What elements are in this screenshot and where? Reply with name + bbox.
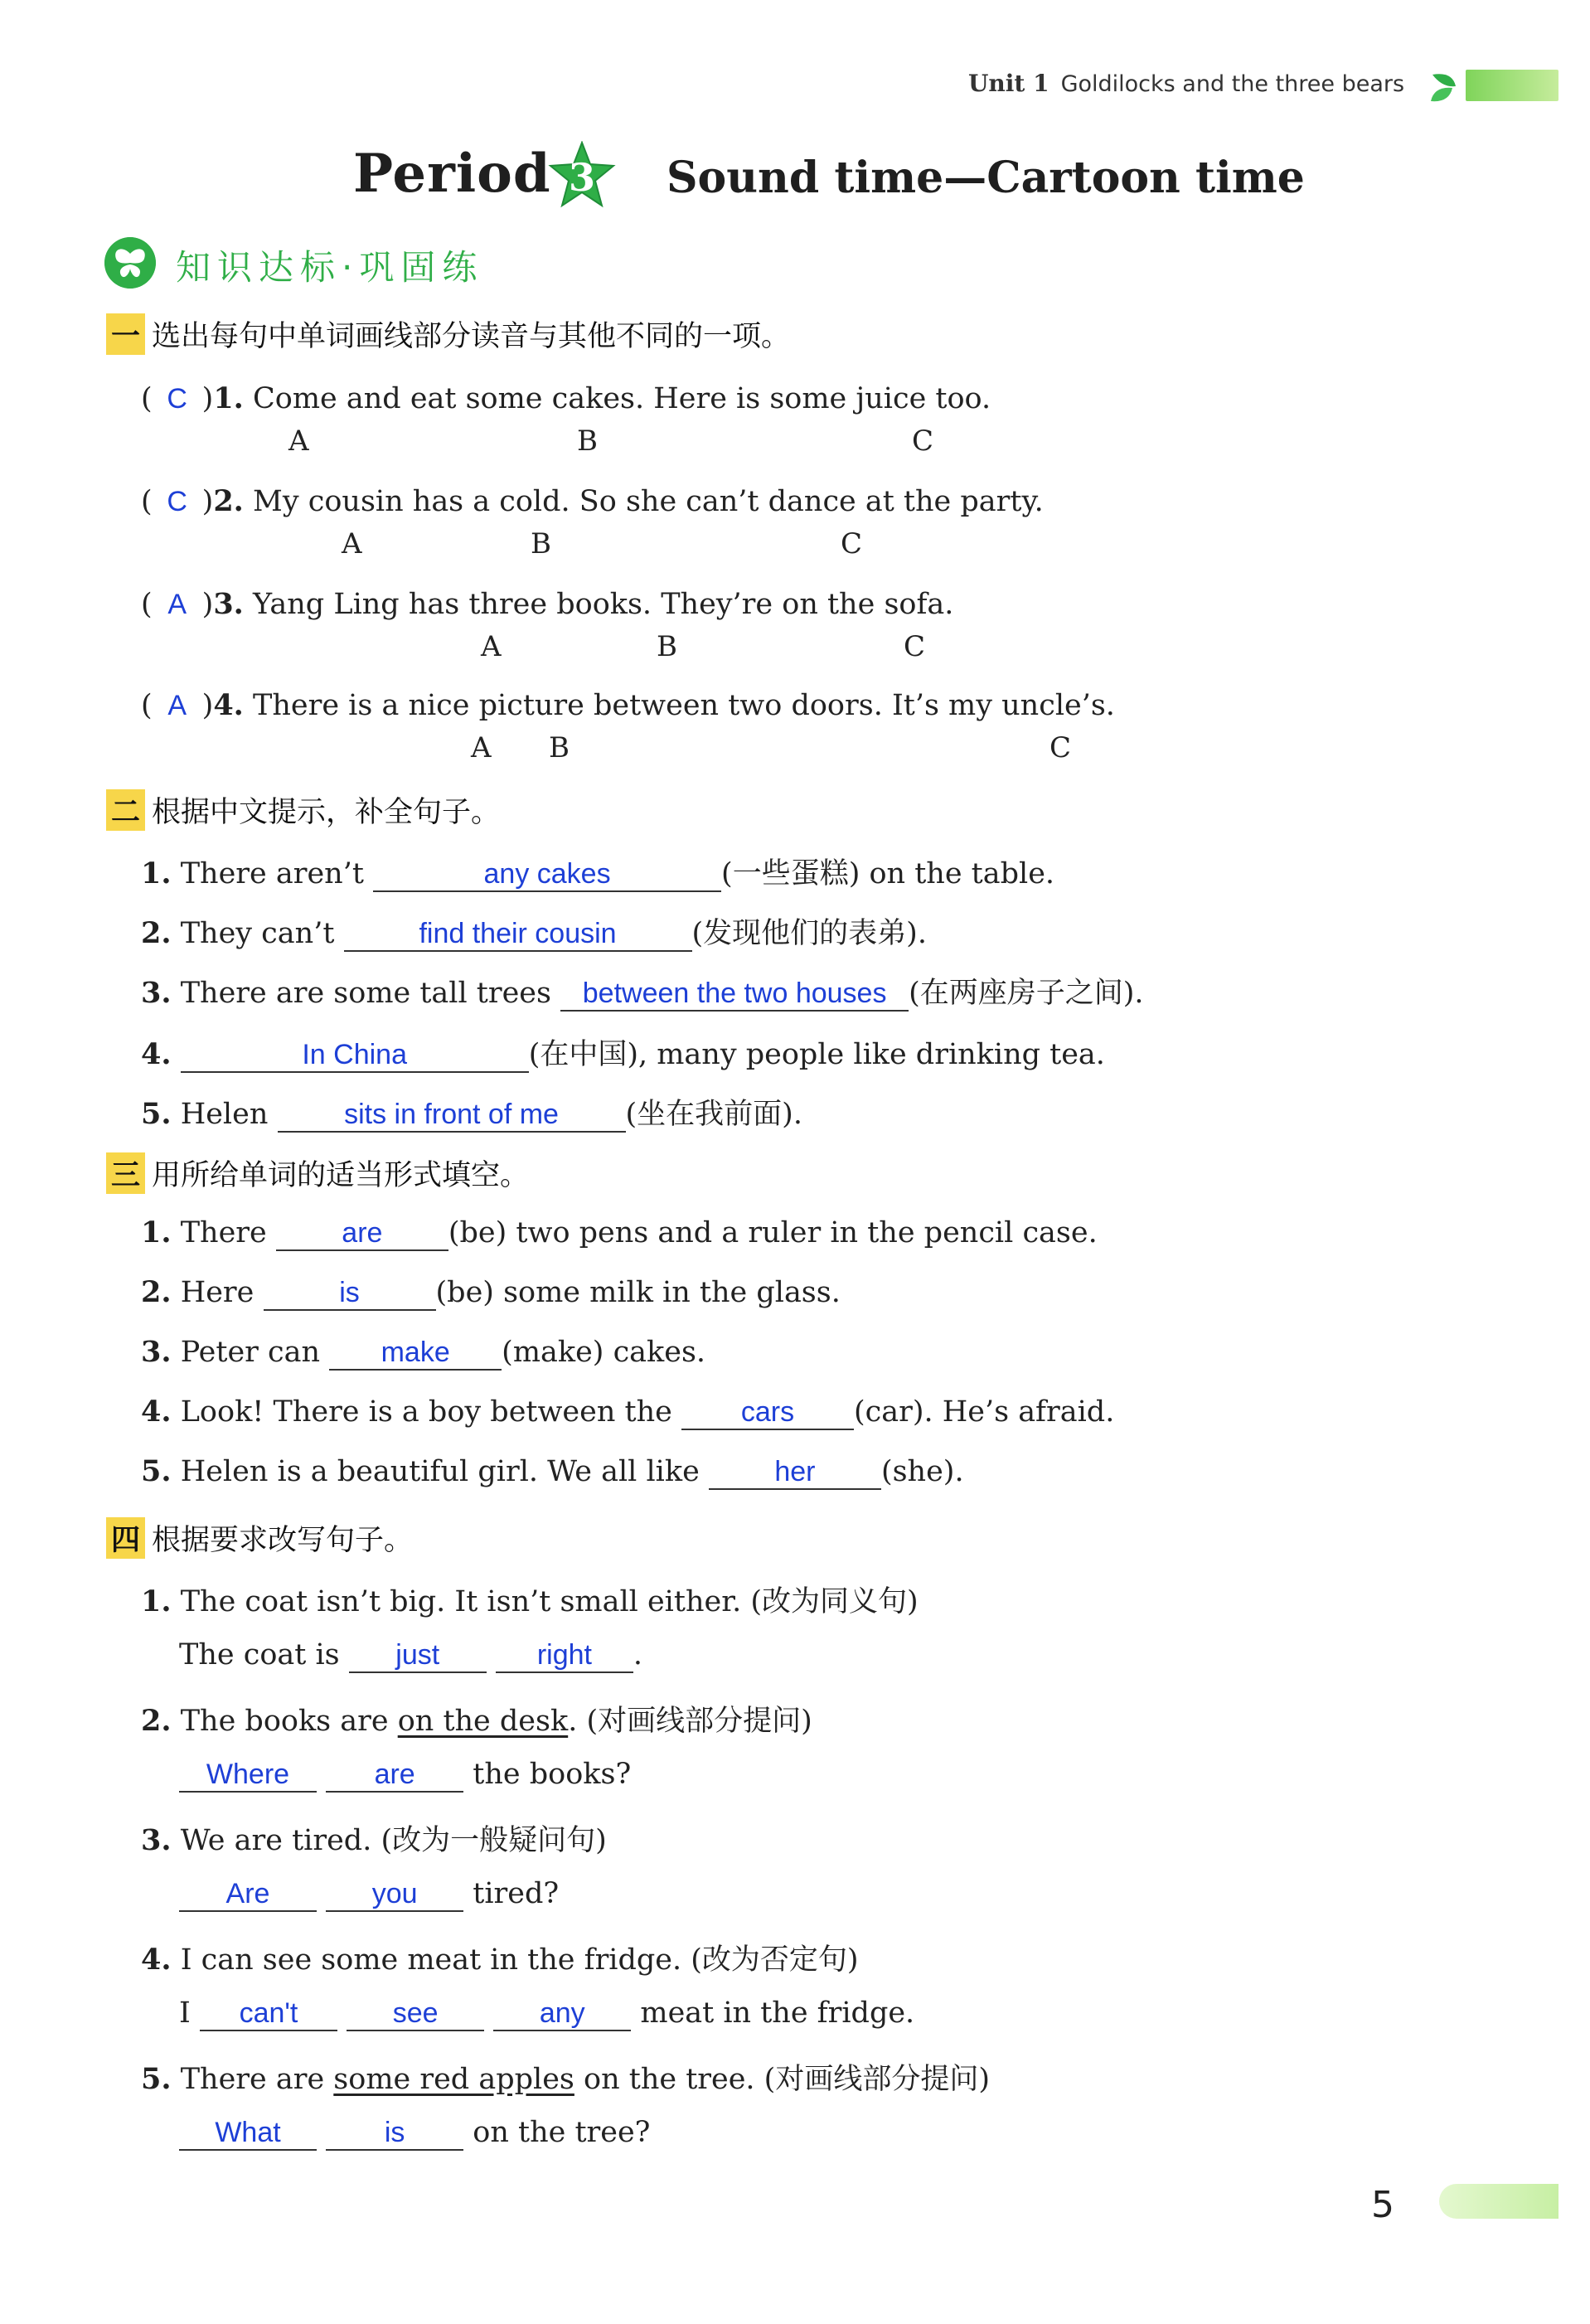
section-heading-1 (106, 313, 790, 355)
answer-blank: are (326, 1758, 463, 1793)
question-text: Here (180, 1276, 254, 1309)
answer-blank: right (496, 1638, 633, 1673)
question-number: 1. (141, 856, 172, 890)
leaf-icon (1428, 70, 1461, 106)
question-text: There aren’t (180, 857, 364, 890)
question-row: ( A )3. Yang Ling has three books. They’re on the sofa. (141, 587, 954, 621)
question-text: I can see some meat in the fridge. (改为否定句) (180, 1943, 859, 1977)
question-number: 2. (213, 484, 244, 518)
footer-accent-bar (1439, 2184, 1558, 2219)
question-row (141, 1579, 919, 1620)
question-number: 2. (141, 916, 172, 950)
answer-row (179, 1877, 559, 1912)
answer: C (167, 383, 187, 415)
question-text: . (对画线部分提问) (568, 1705, 812, 1738)
answer-suffix: on the tree? (473, 2116, 651, 2149)
answer-blank: find their cousin (344, 917, 692, 952)
option-label-c: C (1049, 731, 1072, 764)
question-number: 3. (141, 1823, 172, 1857)
question-text: (在中国), many people like drinking tea. (528, 1038, 1105, 1071)
section-heading-4 (106, 1517, 413, 1559)
question-text: (be) two pens and a ruler in the pencil case. (448, 1216, 1098, 1249)
section-heading-3 (106, 1152, 529, 1194)
question-text: Helen (180, 1098, 269, 1131)
page-header (968, 70, 1404, 97)
answer-row (179, 1997, 914, 2031)
question-text: (make) cakes. (502, 1336, 706, 1369)
answer-prefix: The coat is (179, 1638, 340, 1671)
underlined-text: some red apples (333, 2063, 574, 2096)
page-number: 5 (1371, 2184, 1394, 2226)
question-number: 5. (141, 1454, 172, 1488)
question-number: 1. (141, 1584, 172, 1618)
answer-suffix: meat in the fridge. (640, 1997, 915, 2030)
butterfly-icon (104, 237, 156, 289)
answer-blank: just (349, 1638, 487, 1673)
answer-blank: between the two houses (560, 977, 909, 1012)
answer-blank: her (709, 1455, 881, 1490)
answer: A (167, 589, 187, 620)
question-text: (一些蛋糕) on the table. (721, 857, 1055, 890)
question-text: There are (180, 2063, 334, 2096)
answer-blank: make (329, 1336, 502, 1371)
question-row: ( A )4. There is a nice picture between two doors. It’s my uncle’s. (141, 688, 1115, 722)
question-row (141, 1817, 607, 1859)
question-row: ( C )1. Come and eat some cakes. Here is some juice too. (141, 381, 991, 415)
answer-suffix: . (633, 1638, 643, 1671)
question-text: Peter can (180, 1336, 321, 1369)
period-number: 3 (568, 155, 596, 200)
option-label-c: C (841, 527, 863, 560)
header-accent-bar (1466, 70, 1558, 101)
answer-row (179, 1758, 631, 1793)
question-number: 4. (141, 1037, 172, 1071)
answer-blank: see (347, 1997, 484, 2031)
answer-blank: you (326, 1877, 463, 1912)
section-number: 二 (106, 789, 145, 831)
question-row (141, 2056, 990, 2098)
question-number: 3. (141, 1335, 172, 1369)
question-text: (be) some milk in the glass. (435, 1276, 841, 1309)
answer-blank: are (276, 1216, 448, 1251)
section-title: 用所给单词的适当形式填空。 (152, 1159, 530, 1192)
section-number: 四 (106, 1517, 145, 1559)
unit-title: Goldilocks and the three bears (1060, 71, 1405, 97)
question-row (141, 1335, 705, 1371)
question-row (141, 910, 927, 952)
option-label-b: B (549, 731, 570, 764)
question-number: 2. (141, 1275, 172, 1309)
answer: A (167, 690, 187, 721)
question-text: There are some tall trees (180, 977, 551, 1010)
question-number: 3. (141, 976, 172, 1010)
answer-suffix: tired? (473, 1877, 560, 1910)
answer-blank: is (326, 2116, 463, 2151)
question-text: (car). He’s afraid. (853, 1395, 1115, 1429)
answer-blank: Where (179, 1758, 317, 1793)
question-number: 1. (213, 381, 244, 415)
question-row (141, 1698, 812, 1739)
question-text: Look! There is a boy between the (180, 1395, 672, 1429)
question-number: 4. (213, 688, 244, 722)
question-text: Yang Ling has three books. They’re on the sofa. (253, 588, 954, 621)
question-number: 5. (141, 1097, 172, 1131)
answer-blank: can't (200, 1997, 337, 2031)
question-text: (发现他们的表弟). (691, 917, 927, 950)
question-row (141, 851, 1054, 892)
option-label-a: A (471, 731, 492, 764)
option-label-a: A (342, 527, 362, 560)
answer-row (179, 2116, 650, 2151)
section-number: 一 (106, 313, 145, 355)
answer-blank: In China (181, 1038, 529, 1073)
answer-suffix: the books? (473, 1758, 632, 1791)
section-title: 选出每句中单词画线部分读音与其他不同的一项。 (152, 320, 791, 353)
lesson-subtitle: Sound time—Cartoon time (667, 153, 1305, 203)
question-row (141, 1454, 964, 1490)
question-row: ( C )2. My cousin has a cold. So she can’t dance at the party. (141, 484, 1044, 518)
question-number: 1. (141, 1215, 172, 1249)
option-label-b: B (657, 630, 677, 663)
option-label-a: A (288, 425, 309, 458)
answer-blank: is (264, 1276, 436, 1311)
question-text: The books are (180, 1705, 398, 1738)
section-number: 三 (106, 1152, 145, 1194)
unit-label: Unit 1 (968, 70, 1049, 97)
answer-blank: cars (681, 1395, 854, 1430)
question-row (141, 1275, 841, 1311)
question-number: 4. (141, 1943, 172, 1977)
question-row (141, 1395, 1114, 1430)
question-text: (在两座房子之间). (909, 977, 1144, 1010)
option-label-c: C (912, 425, 934, 458)
question-number: 5. (141, 2062, 172, 2096)
question-row (141, 1937, 859, 1978)
question-text: The coat isn’t big. It isn’t small either. (改为同义句) (180, 1585, 919, 1618)
question-row (141, 970, 1144, 1012)
period-label: Period (353, 143, 551, 205)
question-number: 3. (213, 587, 244, 621)
question-row (141, 1031, 1105, 1073)
option-label-b: B (577, 425, 598, 458)
question-number: 4. (141, 1395, 172, 1429)
answer-blank: any (493, 1997, 631, 2031)
question-text: Helen is a beautiful girl. We all like (180, 1455, 700, 1488)
section-title: 根据中文提示，补全句子。 (152, 796, 501, 829)
answer-blank: sits in front of me (278, 1098, 626, 1133)
question-row (141, 1091, 802, 1133)
option-label-b: B (531, 527, 551, 560)
answer: C (167, 486, 187, 517)
answer-blank: any cakes (373, 857, 721, 892)
question-text: (she). (880, 1455, 964, 1488)
section-heading-2 (106, 789, 500, 831)
question-text: Come and eat some cakes. Here is some juice too. (253, 382, 991, 415)
option-label-a: A (481, 630, 502, 663)
question-number: 2. (141, 1704, 172, 1738)
underlined-text: on the desk (397, 1705, 569, 1738)
option-label-c: C (904, 630, 926, 663)
question-text: My cousin has a cold. So she can’t dance at the party. (253, 485, 1044, 518)
answer-blank: Are (179, 1877, 317, 1912)
question-text: We are tired. (改为一般疑问句) (180, 1824, 607, 1857)
section-title: 根据要求改写句子。 (152, 1524, 414, 1557)
answer-blank: What (179, 2116, 317, 2151)
question-text: on the tree. (对画线部分提问) (574, 2063, 990, 2096)
question-text: They can’t (180, 917, 335, 950)
period-number-badge (547, 141, 617, 211)
section-banner: 知识达标·巩固练 (176, 247, 484, 288)
question-text: (坐在我前面). (625, 1098, 802, 1131)
answer-row (179, 1638, 642, 1673)
question-text: There is a nice picture between two doors. It’s my uncle’s. (253, 689, 1115, 722)
answer-prefix: I (179, 1997, 191, 2030)
question-text: There (180, 1216, 267, 1249)
question-row (141, 1215, 1098, 1251)
